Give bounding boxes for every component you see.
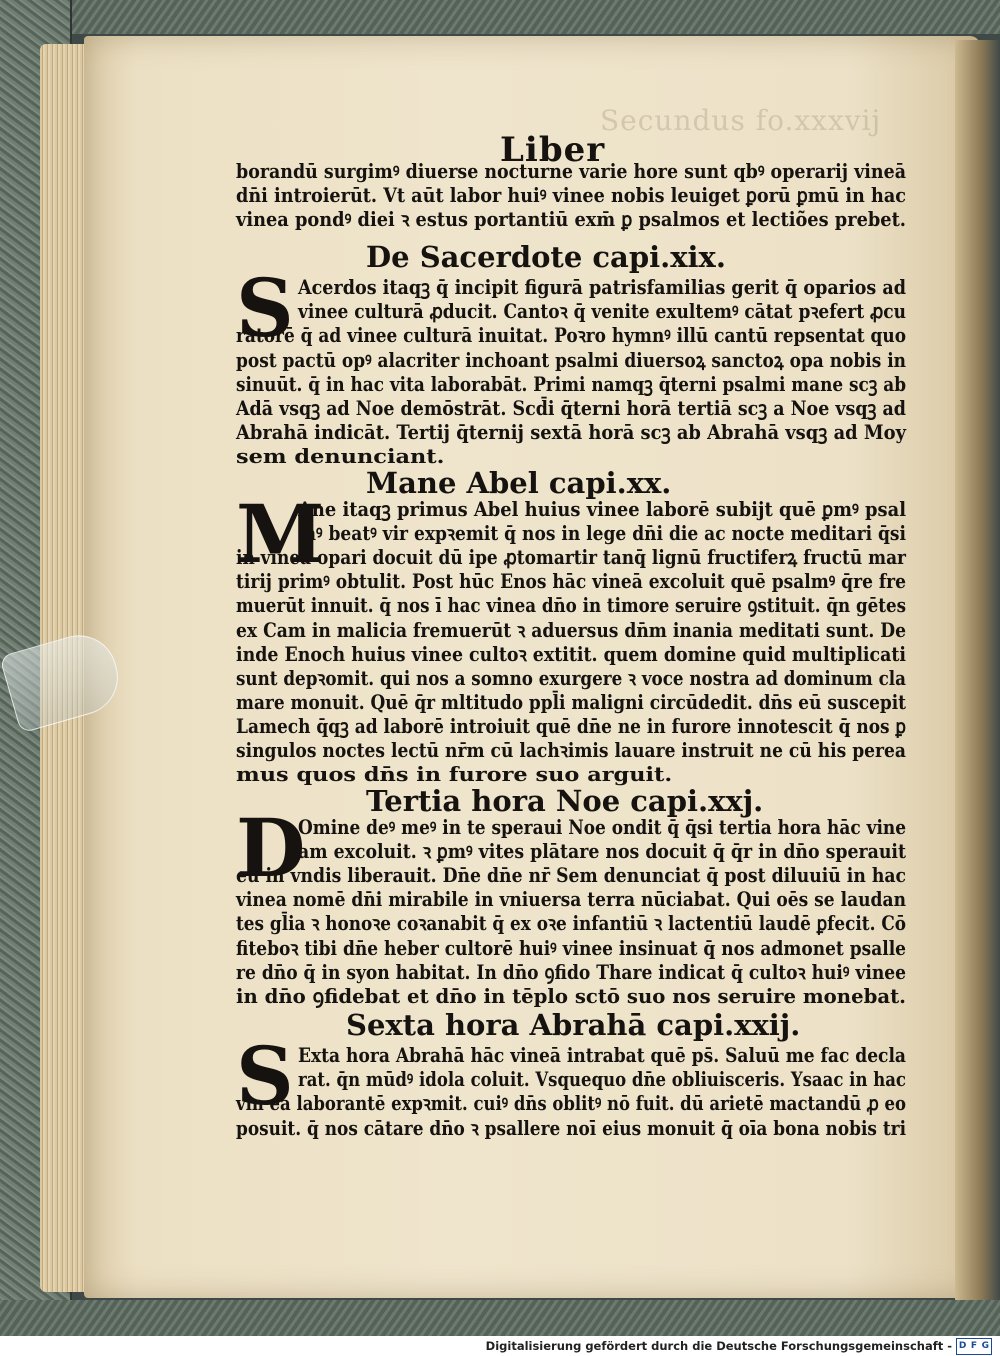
text-line: tes gl̄ia ꝛ honoꝛe coꝛanabit q̄ ex oꝛe infantiū ꝛ lactentiū laudē ꝑfecit. Cō: [236, 912, 906, 936]
text-line: muerūt innuit. q̄ nos ī hac vinea dn̄o in timore seruire ꝯstituit. q̄n gētes: [236, 594, 906, 618]
text-line: sem denunciant.: [236, 445, 445, 469]
text-line: Acerdos itaqꝫ q̄ incipit figurā patrisfamilias gerit q̄ oparios ad: [298, 276, 906, 299]
chapter-heading-19: De Sacerdote capi.xix.: [366, 240, 726, 274]
text-line: ratorē q̄ ad vinee culturā inuitat. Poꝛro hymnꝰ illū cantū repsentat quo: [236, 324, 906, 348]
text-line: vinea pondꝰ diei ꝛ estus portantiū exm̄ ꝑ psalmos et lectiões prebet.: [236, 208, 906, 231]
text-line: am excoluit. ꝛ ꝑmꝰ vites plātare nos docuit q̄ q̄r in dn̄o sperauit: [298, 840, 906, 864]
text-line: Ane itaqꝫ primus Abel huius vinee laborē subijt quē ꝑmꝰ psal: [298, 498, 906, 521]
text-line: Abrahā indicāt. Tertij q̄ternij sextā horā scꝫ ab Abrahā vsqꝫ ad Moy: [236, 421, 906, 445]
dfg-logo-letter: F: [970, 1341, 978, 1351]
show-through-heading: Secundus fo.xxxvij: [600, 104, 882, 137]
text-line: posuit. q̄ nos cātare dn̄o ꝛ psallere noī eius monuit q̄ oīa bona nobis tri: [236, 1116, 906, 1140]
text-line: fiteboꝛ tibi dn̄e heber cultorē huiꝰ vinee insinuat q̄ nos admonet psalle: [236, 936, 906, 960]
text-line: mare monuit. Quē q̄r mltitudo ppl̄i maligni circūdedit. dn̄s eū suscepit: [236, 690, 906, 714]
text-line: mus quos dn̄s in furore suo arguit.: [236, 763, 673, 787]
text-line: Adā vsqꝫ ad Noe demōstrāt. Scd̄i q̄terni horā tertiā scꝫ a Noe vsqꝫ ad: [236, 397, 906, 420]
funding-credit: Digitalisierung gefördert durch die Deutsche Forschungsgemeinschaft -: [485, 1339, 952, 1353]
chapter-heading-21: Tertia hora Noe capi.xxj.: [366, 784, 764, 818]
text-line: vinea nomē dn̄i mirabile in vniuersa terra nūciabat. Qui oēs se laudan: [236, 888, 906, 912]
text-line: Exta hora Abrahā hāc vineā intrabat quē ps̄. Saluū me fac decla: [298, 1044, 906, 1067]
text-line: in vinea opari docuit dū ipe ꝓtomartir tanq̄ lignū fructiferꝝ fructū mar: [236, 546, 906, 570]
text-line: re dn̄o q̄ in syon habitat. In dn̄o ꝯfido Thare indicat q̄ cultoꝛ huiꝰ vinee: [236, 960, 906, 984]
text-line: Lamech q̄qꝫ ad laborē introiuit quē dn̄e ne in furore innotescit q̄ nos ꝑ: [236, 714, 906, 738]
cover-board-bottom: [0, 1300, 1000, 1336]
drop-initial-19: S: [236, 261, 294, 355]
text-line: sunt depꝛomit. qui nos a somno exurgere ꝛ voce nostra ad dominum cla: [236, 666, 906, 690]
text-line: mꝰ beatꝰ vir expꝛemit q̄ nos in lege dn̄i die ac nocte meditari q̄si: [298, 522, 906, 546]
cover-board-top: [0, 0, 1000, 34]
text-line: ex Cam in malicia fremuerūt ꝛ aduersus dn̄m inania meditati sunt. De: [236, 618, 906, 642]
text-line: vin ea laborantē expꝛmit. cuiꝰ dn̄s oblitꝰ nō fuit. dū arietē mactandū ꝓ eo: [236, 1092, 906, 1116]
text-line: rat. q̄n mūdꝰ idola coluit. Vsquequo dn̄e obliuisceris. Ysaac in hac: [298, 1068, 906, 1092]
text-line: Omine deꝰ meꝰ in te speraui Noe ondit q̄ q̄si tertia hora hāc vine: [298, 816, 906, 839]
text-line: vinee culturā ꝓducit. Cantoꝛ q̄ venite exultemꝰ cātat pꝛefert ꝓcu: [298, 300, 906, 324]
chapter-heading-22: Sexta hora Abrahā capi.xxij.: [346, 1008, 801, 1042]
text-line: sinuūt. q̄ in hac vita laborabāt. Primi namqꝫ q̄terni psalmi mane scꝫ ab: [236, 372, 906, 396]
footer-bar: [0, 1336, 1000, 1356]
dfg-logo: [956, 1338, 992, 1355]
dfg-logo-letter: D: [958, 1341, 967, 1351]
book-gutter: [955, 40, 1000, 1300]
text-line: in dn̄o ꝯfidebat et dn̄o in tēplo sctō suo nos seruire monebat.: [236, 984, 906, 1008]
text-line: inde Enoch huius vinee cultoꝛ extitit. quem domine quid multiplicati: [236, 642, 906, 666]
chapter-heading-20: Mane Abel capi.xx.: [366, 466, 672, 500]
drop-initial-22: S: [236, 1029, 294, 1123]
text-line: eū in vndis liberauit. Dn̄e dn̄e nr̄ Sem denunciat q̄ post diluuiū in hac: [236, 864, 906, 888]
dfg-logo-letter: G: [981, 1341, 990, 1351]
running-head: Liber: [500, 130, 606, 170]
text-line: singulos noctes lectū nr̄m cū lachꝛimis lauare instruit ne cū his perea: [236, 739, 906, 762]
text-line: dn̄i introierūt. Vt aūt labor huiꝰ vinee nobis leuiget ꝑorū ꝑmū in hac: [236, 184, 906, 207]
drop-initial-20: M: [236, 487, 325, 581]
text-line: tirij primꝰ obtulit. Post hūc Enos hāc vineā excoluit quē psalmꝰ q̄re fre: [236, 570, 906, 594]
drop-initial-21: D: [236, 801, 306, 895]
text-line: borandū surgimꝰ diuerse nocturne varie hore sunt qbꝰ operarij vineā: [236, 160, 906, 183]
text-line: post pactū opꝰ alacriter inchoant psalmi diuersoꝝ sanctoꝝ opa nobis in: [236, 348, 906, 372]
